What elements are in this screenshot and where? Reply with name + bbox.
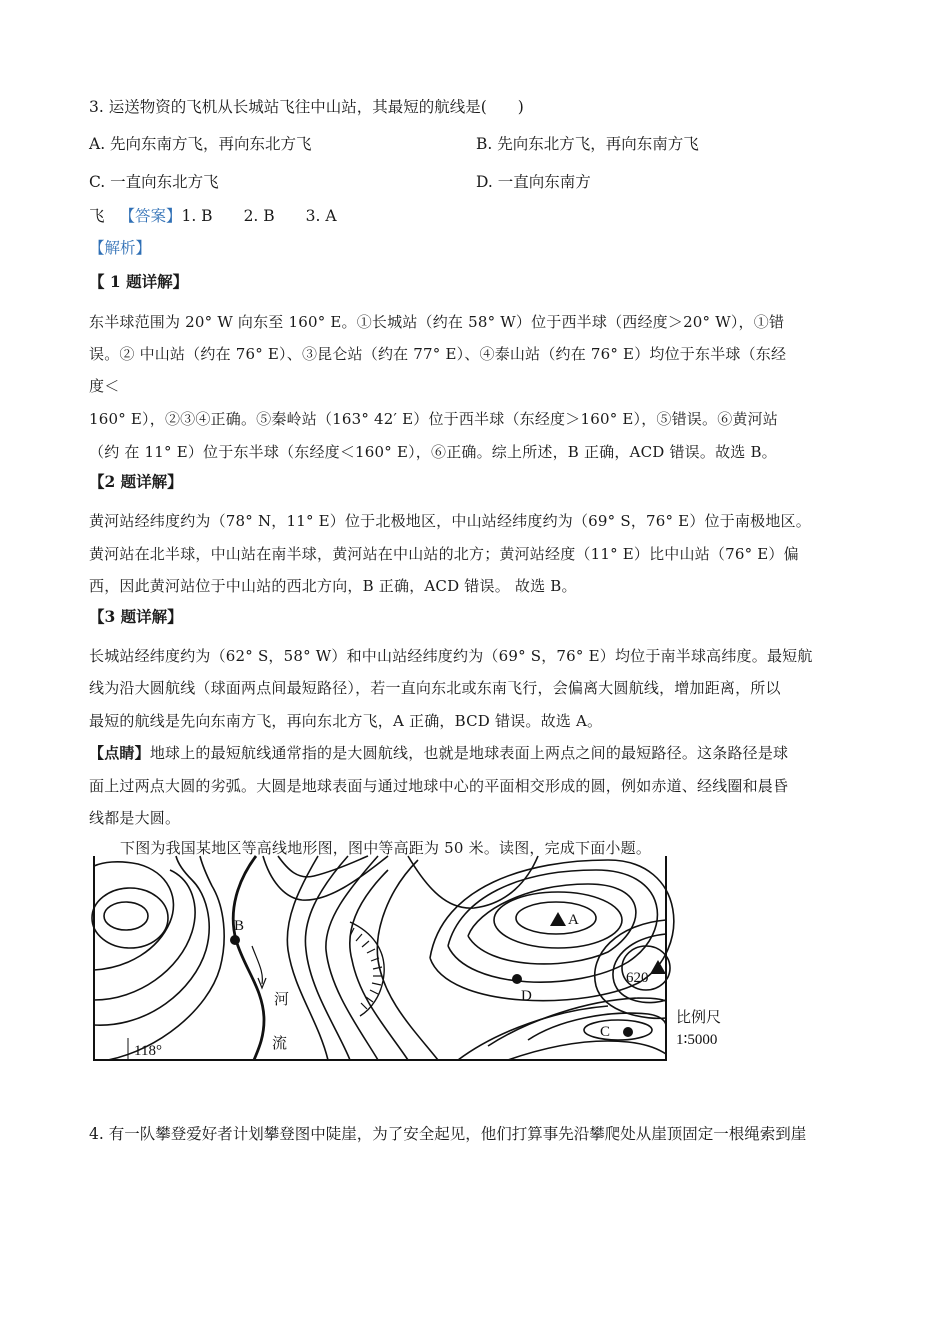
detail2-line3: 西，因此黄河站位于中山站的西北方向，B 正确，ACD 错误。 故选 B。: [89, 577, 577, 595]
map-intro: 下图为我国某地区等高线地形图，图中等高距为 50 米。读图，完成下面小题。: [120, 839, 652, 857]
river-label-1: 河: [274, 990, 290, 1008]
detail1-line2: 误。② 中山站（约在 76° E）、③昆仑站（约在 77° E）、④泰山站（约在 76° E）均位于东半球（东经: [89, 345, 787, 363]
answer-line: [89, 206, 337, 226]
elevation-label: 620: [626, 970, 649, 986]
answer-label: 【答案】: [119, 207, 182, 225]
point-b-label: B: [234, 918, 245, 934]
longitude-label: 118°: [134, 1043, 162, 1059]
tip-line1: [89, 743, 788, 763]
detail3-line3: 最短的航线是先向东南方飞，再向东北方飞，A 正确，BCD 错误。故选 A。: [89, 712, 603, 730]
contour-map: [88, 850, 748, 1064]
point-a-label: A: [568, 912, 579, 928]
peak-620-triangle: [650, 960, 666, 974]
contour-lines: [92, 856, 674, 1060]
detail1-line4: 160° E），②③④正确。⑤秦岭站（163° 42′ E）位于西半球（东经度＞160° E），⑤错误。⑥黄河站: [89, 410, 779, 428]
analysis-label: 【解析】: [89, 239, 152, 257]
peak-a-triangle: [550, 912, 566, 926]
q3-stem: 3. 运送物资的飞机从长城站飞往中山站，其最短的航线是( ): [89, 98, 524, 116]
q3-option-d-wrap: 飞: [89, 207, 105, 225]
q3-option-d: D. 一直向东南方: [476, 173, 591, 191]
detail2-line2: 黄河站在北半球，中山站在南半球，黄河站在中山站的北方；黄河站经度（11° E）比中山站（76° E）偏: [89, 545, 799, 563]
river-label-2: 流: [272, 1034, 288, 1052]
q3-option-b: B. 先向东北方飞，再向东南方飞: [476, 135, 699, 153]
detail1-line3: 度＜: [89, 377, 120, 395]
detail1-line5: （约 在 11° E）位于东半球（东经度＜160° E），⑥正确。综上所述，B 正确，ACD 错误。故选 B。: [89, 443, 777, 461]
point-d-marker: [512, 974, 522, 984]
point-b-marker: [230, 935, 240, 945]
scale-value: 1∶5000: [676, 1032, 718, 1048]
detail1-heading: 【 1 题详解】: [89, 272, 189, 291]
point-c-marker: [623, 1027, 633, 1037]
tip-line3: 线都是大圆。: [89, 809, 181, 827]
q3-option-a: A. 先向东南方飞，再向东北方飞: [89, 135, 312, 153]
detail2-heading: 【2 题详解】: [89, 472, 183, 491]
detail3-line1: 长城站经纬度约为（62° S，58° W）和中山站经纬度约为（69° S，76° E）均位于南半球高纬度。最短航: [89, 647, 813, 665]
point-c-label: C: [600, 1024, 611, 1040]
answer-text: 1. B 2. B 3. A: [181, 207, 337, 225]
q4-stem: 4. 有一队攀登爱好者计划攀登图中陡崖，为了安全起见，他们打算事先沿攀爬处从崖顶固定一根绳索到崖: [89, 1125, 807, 1143]
detail3-heading: 【3 题详解】: [89, 607, 183, 626]
scale-title: 比例尺: [676, 1008, 722, 1026]
tip-text1: 地球上的最短航线通常指的是大圆航线，也就是地球表面上两点之间的最短路径。这条路径是球: [149, 744, 789, 762]
detail3-line2: 线为沿大圆航线（球面两点间最短路径），若一直向东北或东南飞行，会偏离大圆航线，增加距离，所以: [89, 679, 781, 697]
q3-option-c: C. 一直向东北方飞: [89, 173, 219, 191]
tip-label: 【点睛】: [89, 744, 150, 762]
point-d-label: D: [521, 988, 532, 1004]
detail2-line1: 黄河站经纬度约为（78° N，11° E）位于北极地区，中山站经纬度约为（69° S，76° E）位于南极地区。: [89, 512, 811, 530]
tip-line2: 面上过两点大圆的劣弧。大圆是地球表面与通过地球中心的平面相交形成的圆，例如赤道、经线圈和晨昏: [89, 777, 789, 795]
detail1-line1: 东半球范围为 20° W 向东至 160° E。①长城站（约在 58° W）位于西半球（西经度＞20° W），①错: [89, 313, 785, 331]
